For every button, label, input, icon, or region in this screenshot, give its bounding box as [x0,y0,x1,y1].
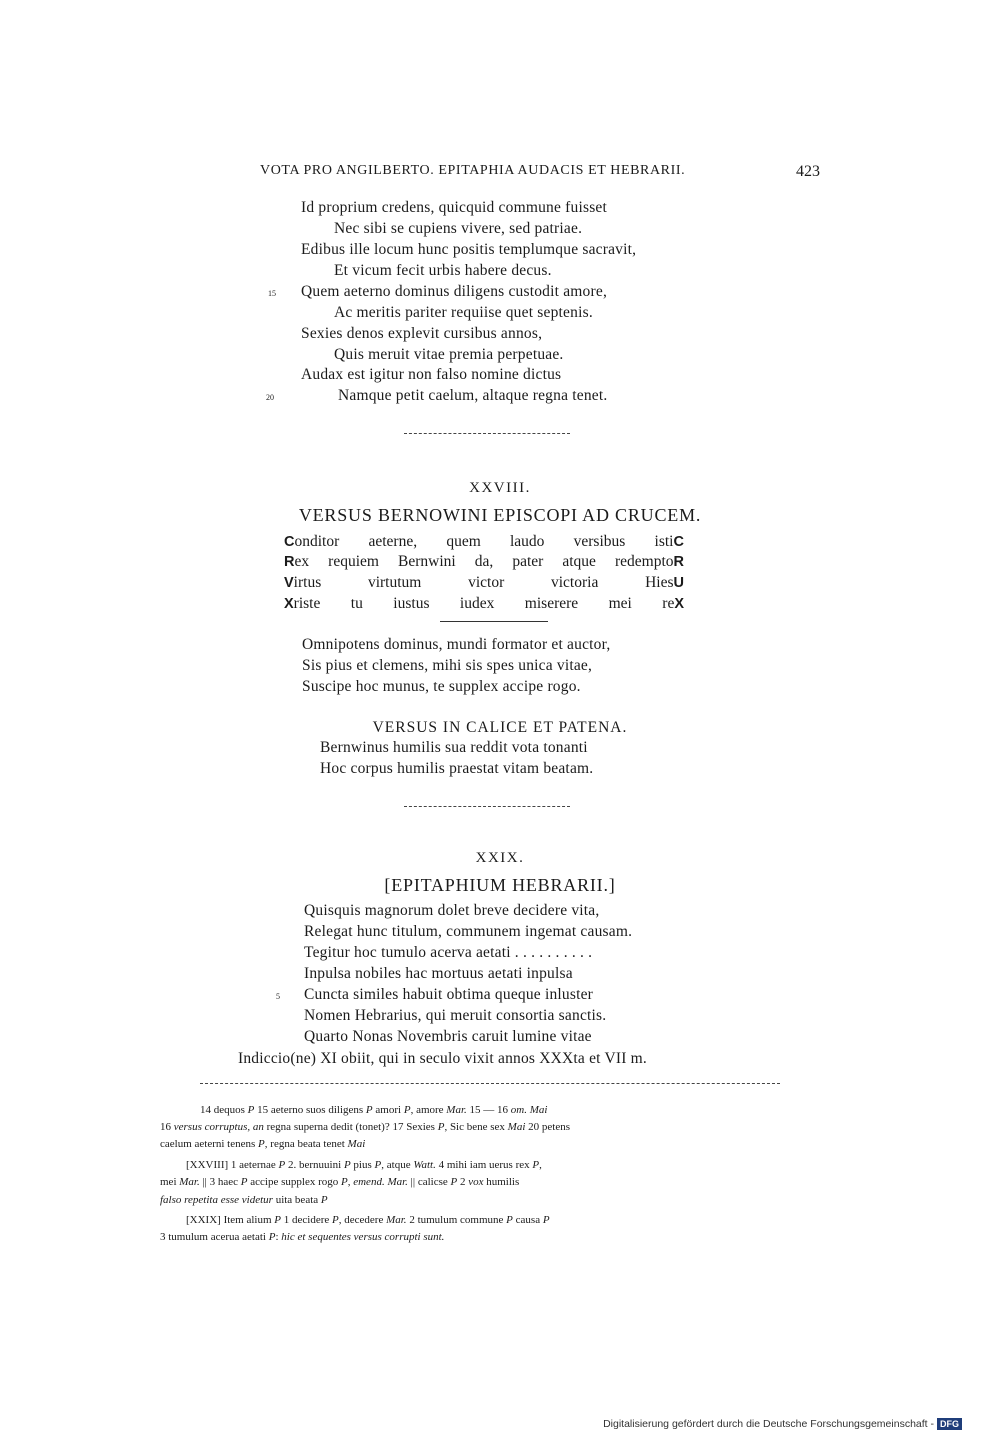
verse-line: Quem aeterno dominus diligens custodit amore, [301,283,608,300]
verse-line: Cuncta similes habuit obtima queque inluster [304,986,594,1003]
section-number: XXVIII. [469,480,531,496]
verse-line: Inpulsa nobiles hac mortuus aetati inpulsa [304,965,573,982]
verse-line: Nomen Hebrarius, qui meruit consortia sanctis. [304,1007,607,1024]
sub-heading: VERSUS IN CALICE ET PATENA. [372,719,628,736]
verse-line: Indiccio(ne) XI obiit, qui in seculo vixit annos XXXta et VII m. [238,1050,647,1067]
verse-line: Id proprium credens, quicquid commune fuisset [301,199,608,216]
verse-line: Tegitur hoc tumulo acerva aetati . . . . . . . . . . [304,944,593,961]
funding-footer [603,1418,962,1430]
footnote-line: mei Mar. || 3 haec P accipe supplex rogo P, emend. Mar. || calicse P 2 vox humilis [160,1176,520,1188]
verse-line: Sis pius et clemens, mihi sis spes unica vitae, [302,657,593,674]
footnote-line: [XXIX] Item alium P 1 decidere P, decedere Mar. 2 tumulum commune P causa P [186,1214,550,1226]
line-number: 5 [276,992,280,1001]
acrostic-line: Rex requiem Bernwini da, pater atque redemptoR [284,553,684,570]
section-divider [404,433,570,434]
verse-line: Omnipotens dominus, mundi formator et auctor, [302,636,611,653]
verse-line: Audax est igitur non falso nomine dictus [301,366,562,383]
verse-line: Namque petit caelum, altaque regna tenet. [338,387,608,404]
acrostic-line: Virtus virtutum victor victoria HiesU [284,574,684,591]
footnote-line: 14 dequos P 15 aeterno suos diligens P amori P, amore Mar. 15 — 16 om. Mai [200,1104,548,1116]
section-number: XXIX. [475,850,525,866]
section-title: VERSUS BERNOWINI EPISCOPI AD CRUCEM. [298,505,702,525]
dfg-logo: DFG [937,1418,962,1430]
verse-line: Relegat hunc titulum, communem ingemat causam. [304,923,633,940]
page-number: 423 [796,163,820,180]
verse-line: Suscipe hoc munus, te supplex accipe rogo. [302,678,581,695]
footnote-line: 16 versus corruptus, an regna superna dedit (tonet)? 17 Sexies P, Sic bene sex Mai 20 petens [160,1121,571,1133]
verse-line: Edibus ille locum hunc positis templumque sacravit, [301,241,637,258]
verse-line: Nec sibi se cupiens vivere, sed patriae. [334,220,583,237]
section-title: [EPITAPHIUM HEBRARII.] [384,875,616,895]
line-number: 20 [266,393,274,402]
funding-text: Digitalisierung gefördert durch die Deutsche Forschungsgemeinschaft - [603,1418,934,1430]
footnote-separator [200,1083,780,1084]
line-number: 15 [268,289,276,298]
verse-line: Quisquis magnorum dolet breve decidere vita, [304,902,600,919]
footnote-line: caelum aeterni tenens P, regna beata tenet Mai [160,1138,366,1150]
verse-line: Et vicum fecit urbis habere decus. [334,262,552,279]
verse-line: Sexies denos explevit cursibus annos, [301,325,543,342]
footnote-line: 3 tumulum acerua aetati P: hic et sequentes versus corrupti sunt. [160,1231,445,1243]
verse-line: Quarto Nonas Novembris caruit lumine vitae [304,1028,592,1045]
acrostic-line: Conditor aeterne, quem laudo versibus istiC [284,533,684,550]
footnote-line: falso repetita esse videtur uita beata P [160,1194,328,1206]
short-rule [440,621,548,622]
running-head: VOTA PRO ANGILBERTO. EPITAPHIA AUDACIS ET HEBRARII. [260,163,686,178]
verse-line: Hoc corpus humilis praestat vitam beatam. [320,760,594,777]
verse-line: Ac meritis pariter requiise quet septenis. [334,304,593,321]
verse-line: Quis meruit vitae premia perpetuae. [334,346,564,363]
verse-line: Bernwinus humilis sua reddit vota tonanti [320,739,588,756]
section-divider [404,806,570,807]
footnote-line: [XXVIII] 1 aeternae P 2. bernuuini P pius P, atque Watt. 4 mihi iam uerus rex P, [186,1159,542,1171]
acrostic-line: Xriste tu iustus iudex miserere mei reX [284,595,684,612]
